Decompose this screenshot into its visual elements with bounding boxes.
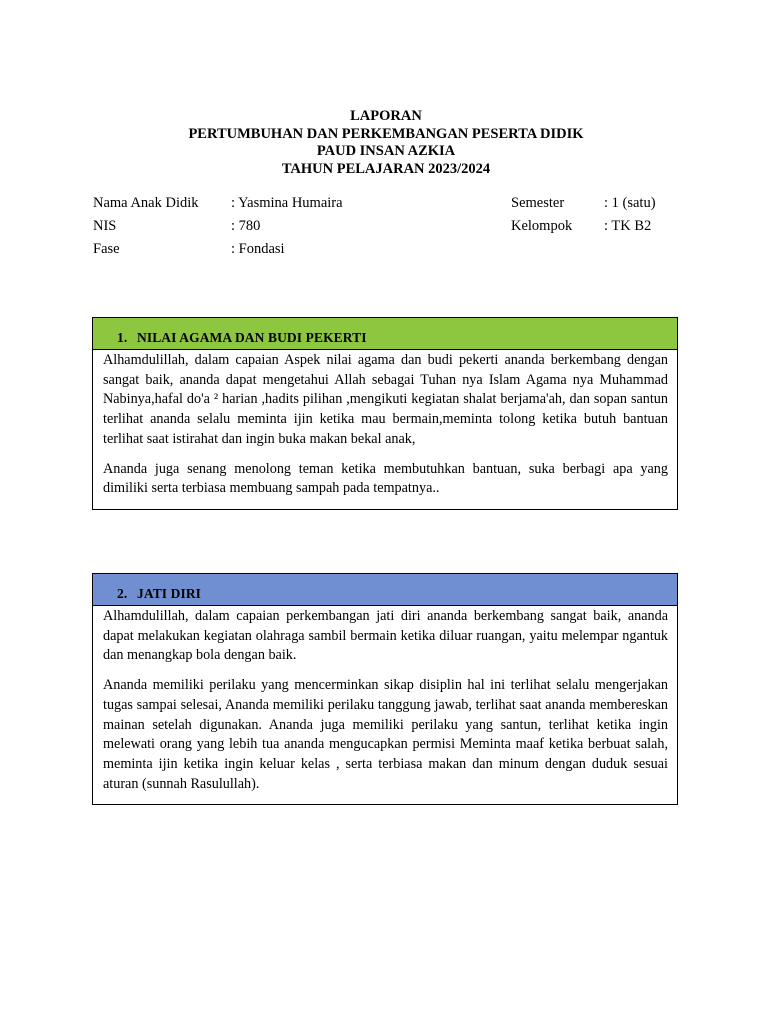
header-school: PAUD INSAN AZKIA xyxy=(316,143,456,159)
section-title: JATI DIRI xyxy=(137,586,202,601)
section-header xyxy=(93,318,677,350)
section-body xyxy=(93,606,677,804)
info-label: Fase xyxy=(93,241,120,257)
report-header xyxy=(0,108,768,178)
info-label: NIS xyxy=(93,218,117,234)
section-paragraph: Ananda juga senang menolong teman ketika membutuhkan bantuan, suka berbagi apa yang dimiliki serta terbiasa membuang sampah pada tempatnya.. xyxy=(103,460,668,497)
header-subtitle: PERTUMBUHAN DAN PERKEMBANGAN PESERTA DIDIK xyxy=(188,125,584,142)
info-row-semester xyxy=(511,192,656,215)
section-jati-diri xyxy=(92,573,678,805)
header-title: LAPORAN xyxy=(350,108,422,124)
section-title: NILAI AGAMA DAN BUDI PEKERTI xyxy=(137,330,367,345)
section-header xyxy=(93,574,677,606)
info-value: : Fondasi xyxy=(231,241,285,257)
section-number: 1. xyxy=(117,330,128,345)
info-row-kelompok xyxy=(511,215,656,238)
section-paragraph: Ananda memiliki perilaku yang mencerminkan sikap disiplin hal ini terlihat selalu mengerjakan tugas sampai selesai, Ananda memiliki perilaku tanggung jawab, terlihat saat ananda membereskan mainan setelah digunakan. Ananda juga memiliki perilaku yang santun, terlihat ketika ingin melewati orang yang lebih tua ananda mengucapkan permisi Meminta maaf ketika berbuat salah, meminta ijin ketika ingin keluar kelas , serta terbiasa makan dan minum dengan duduk sesuai aturan (sunnah Rasulullah). xyxy=(103,677,668,792)
info-value: : 780 xyxy=(231,218,261,234)
info-label: Semester xyxy=(511,195,565,211)
info-row-name xyxy=(93,192,343,215)
student-info-right xyxy=(511,192,656,238)
student-info-left xyxy=(93,192,343,261)
info-row-fase xyxy=(93,238,343,261)
section-paragraph: Alhamdulillah, dalam capaian Aspek nilai agama dan budi pekerti ananda berkembang dengan sangat baik, ananda dapat mengetahui Allah sebagai Tuhan nya Islam Agama nya Muhammad Nabinya,hafal do'a ² harian ,hadits pilihan ,mengikuti kegiatan shalat berjama'ah, dan sopan santun terlihat ananda selalu meminta ijin ketika mau bermain,meminta tolong ketika butuh bantuan terlihat saat istirahat dan ingin buka makan bekal anak, xyxy=(103,352,668,447)
section-nilai-agama xyxy=(92,317,678,510)
info-label: Kelompok xyxy=(511,218,573,234)
section-number: 2. xyxy=(117,586,128,601)
section-paragraph: Alhamdulillah, dalam capaian perkembangan jati diri ananda berkembang sangat baik, ananda dapat melakukan kegiatan olahraga sambil bermain ketika diluar ruangan, yaitu melempar ngantuk dan menangkap bola dengan baik. xyxy=(103,608,668,664)
section-body xyxy=(93,350,677,509)
info-label: Nama Anak Didik xyxy=(93,195,199,211)
info-value: : 1 (satu) xyxy=(604,195,656,211)
header-year: TAHUN PELAJARAN 2023/2024 xyxy=(281,160,491,177)
info-value: : Yasmina Humaira xyxy=(231,195,343,211)
info-row-nis xyxy=(93,215,343,238)
info-value: : TK B2 xyxy=(604,218,652,234)
